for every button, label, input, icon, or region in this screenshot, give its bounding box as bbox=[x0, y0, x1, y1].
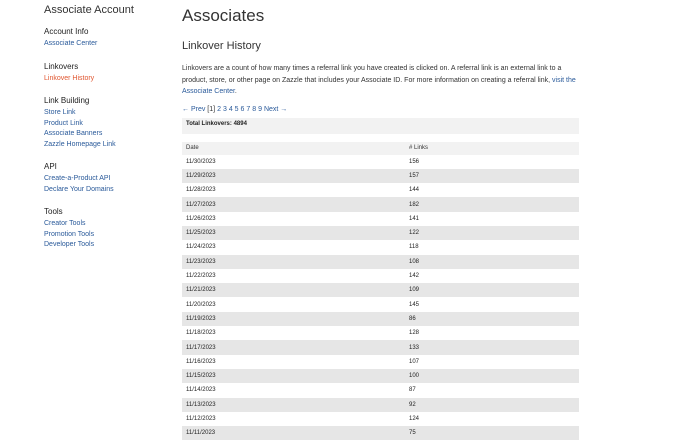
section-head-api: API bbox=[44, 162, 57, 171]
sidebar-item-linkover-history[interactable]: Linkover History bbox=[44, 74, 95, 82]
cell-links: 133 bbox=[409, 340, 579, 354]
cell-links: 109 bbox=[409, 283, 579, 297]
column-header-date: Date bbox=[182, 142, 409, 155]
pager-prev-link[interactable]: ← Prev bbox=[182, 105, 206, 113]
column-header-links: # Links bbox=[409, 142, 579, 155]
table-row bbox=[182, 340, 579, 354]
table-row bbox=[182, 355, 579, 369]
table-row bbox=[182, 326, 579, 340]
cell-date: 11/29/2023 bbox=[182, 169, 409, 183]
cell-links: 86 bbox=[409, 312, 579, 326]
cell-date: 11/26/2023 bbox=[182, 212, 409, 226]
pager-page-link[interactable]: 5 bbox=[234, 105, 239, 113]
intro-text: Linkovers are a count of how many times a referral link you have created is clicked on. A referral link is an external link to a product, store, or other page on Zazzle that includes your Associate ID. For more information on creating a referral link, bbox=[182, 65, 562, 84]
pager-page-link[interactable]: 3 bbox=[222, 105, 227, 113]
table-row bbox=[182, 255, 579, 269]
pager-page-link[interactable]: 2 bbox=[217, 105, 221, 113]
cell-links: 157 bbox=[409, 169, 579, 183]
sidebar-item-zazzle-homepage-link[interactable]: Zazzle Homepage Link bbox=[44, 140, 116, 148]
table-row bbox=[182, 269, 579, 283]
cell-date: 11/13/2023 bbox=[182, 398, 409, 412]
cell-date: 11/18/2023 bbox=[182, 326, 409, 340]
section-head-tools: Tools bbox=[44, 207, 63, 216]
cell-links: 145 bbox=[409, 297, 579, 311]
cell-date: 11/12/2023 bbox=[182, 412, 409, 426]
sidebar-item-creator-tools[interactable]: Creator Tools bbox=[44, 220, 86, 227]
cell-date: 11/24/2023 bbox=[182, 240, 409, 254]
cell-date: 11/23/2023 bbox=[182, 255, 409, 269]
cell-links: 144 bbox=[409, 183, 579, 197]
cell-links: 92 bbox=[409, 398, 579, 412]
cell-links: 100 bbox=[409, 369, 579, 383]
pager-next-link[interactable]: Next → bbox=[263, 105, 288, 113]
intro-end: . bbox=[234, 88, 237, 95]
cell-links: 75 bbox=[409, 426, 579, 440]
table-row bbox=[182, 240, 579, 254]
sidebar-item-promotion-tools[interactable]: Promotion Tools bbox=[44, 230, 95, 238]
cell-links: 142 bbox=[409, 269, 579, 283]
cell-links: 128 bbox=[409, 326, 579, 340]
cell-links: 108 bbox=[409, 255, 579, 269]
cell-date: 11/21/2023 bbox=[182, 283, 409, 297]
cell-date: 11/15/2023 bbox=[182, 369, 409, 383]
section-head-account-info: Account Info bbox=[44, 27, 89, 36]
sidebar-item-developer-tools[interactable]: Developer Tools bbox=[44, 241, 95, 248]
table-row bbox=[182, 169, 579, 183]
cell-links: 156 bbox=[409, 155, 579, 169]
sidebar-item-associate-banners[interactable]: Associate Banners bbox=[44, 130, 103, 137]
pager-page-link[interactable]: 4 bbox=[228, 105, 233, 113]
table-row bbox=[182, 383, 579, 397]
table-row bbox=[182, 155, 579, 169]
table-row bbox=[182, 283, 579, 297]
page-title: Associates bbox=[182, 6, 265, 25]
cell-links: 124 bbox=[409, 412, 579, 426]
sidebar-item-store-link[interactable]: Store Link bbox=[44, 109, 76, 116]
table-row bbox=[182, 412, 579, 426]
cell-links: 87 bbox=[409, 383, 579, 397]
pager-page-link[interactable]: 9 bbox=[258, 105, 263, 113]
sidebar bbox=[44, 0, 169, 251]
sidebar-item-product-link[interactable]: Product Link bbox=[44, 119, 83, 127]
section-head-link-building: Link Building bbox=[44, 96, 90, 105]
cell-date: 11/28/2023 bbox=[182, 183, 409, 197]
table-row bbox=[182, 197, 579, 211]
sidebar-item-declare-your-domains[interactable]: Declare Your Domains bbox=[44, 185, 114, 193]
table-row bbox=[182, 398, 579, 412]
table-row bbox=[182, 212, 579, 226]
cell-links: 141 bbox=[409, 212, 579, 226]
pagination bbox=[182, 106, 579, 116]
main-content bbox=[182, 0, 579, 440]
linkover-table bbox=[182, 142, 579, 441]
intro-paragraph bbox=[182, 63, 579, 98]
table-row bbox=[182, 426, 579, 440]
pager-page-link[interactable]: 6 bbox=[240, 105, 245, 113]
cell-links: 182 bbox=[409, 197, 579, 211]
table-row bbox=[182, 312, 579, 326]
pager-page-link[interactable]: 8 bbox=[252, 105, 257, 113]
section-head-linkovers: Linkovers bbox=[44, 61, 79, 71]
cell-links: 118 bbox=[409, 240, 579, 254]
cell-date: 11/25/2023 bbox=[182, 226, 409, 240]
cell-date: 11/17/2023 bbox=[182, 340, 409, 354]
cell-date: 11/14/2023 bbox=[182, 383, 409, 397]
table-row bbox=[182, 297, 579, 311]
associate-center-link[interactable]: visit the Associate Center bbox=[182, 76, 576, 95]
table-header-row bbox=[182, 142, 579, 155]
total-linkovers: Total Linkovers: 4894 bbox=[182, 118, 579, 134]
pager-page-link[interactable]: 7 bbox=[246, 105, 251, 113]
cell-date: 11/22/2023 bbox=[182, 269, 409, 283]
pager-current: [1] bbox=[207, 105, 216, 113]
sidebar-item-associate-center[interactable]: Associate Center bbox=[44, 40, 98, 47]
sidebar-item-create-a-product-api[interactable]: Create-a-Product API bbox=[44, 175, 111, 182]
table-row bbox=[182, 369, 579, 383]
cell-date: 11/19/2023 bbox=[182, 312, 409, 326]
cell-date: 11/30/2023 bbox=[182, 155, 409, 169]
section-title: Linkover History bbox=[182, 40, 261, 52]
cell-date: 11/27/2023 bbox=[182, 197, 409, 211]
sidebar-title: Associate Account bbox=[44, 4, 134, 16]
table-row bbox=[182, 183, 579, 197]
cell-date: 11/20/2023 bbox=[182, 297, 409, 311]
cell-links: 122 bbox=[409, 226, 579, 240]
cell-links: 107 bbox=[409, 355, 579, 369]
table-row bbox=[182, 226, 579, 240]
cell-date: 11/11/2023 bbox=[182, 426, 409, 440]
cell-date: 11/16/2023 bbox=[182, 355, 409, 369]
